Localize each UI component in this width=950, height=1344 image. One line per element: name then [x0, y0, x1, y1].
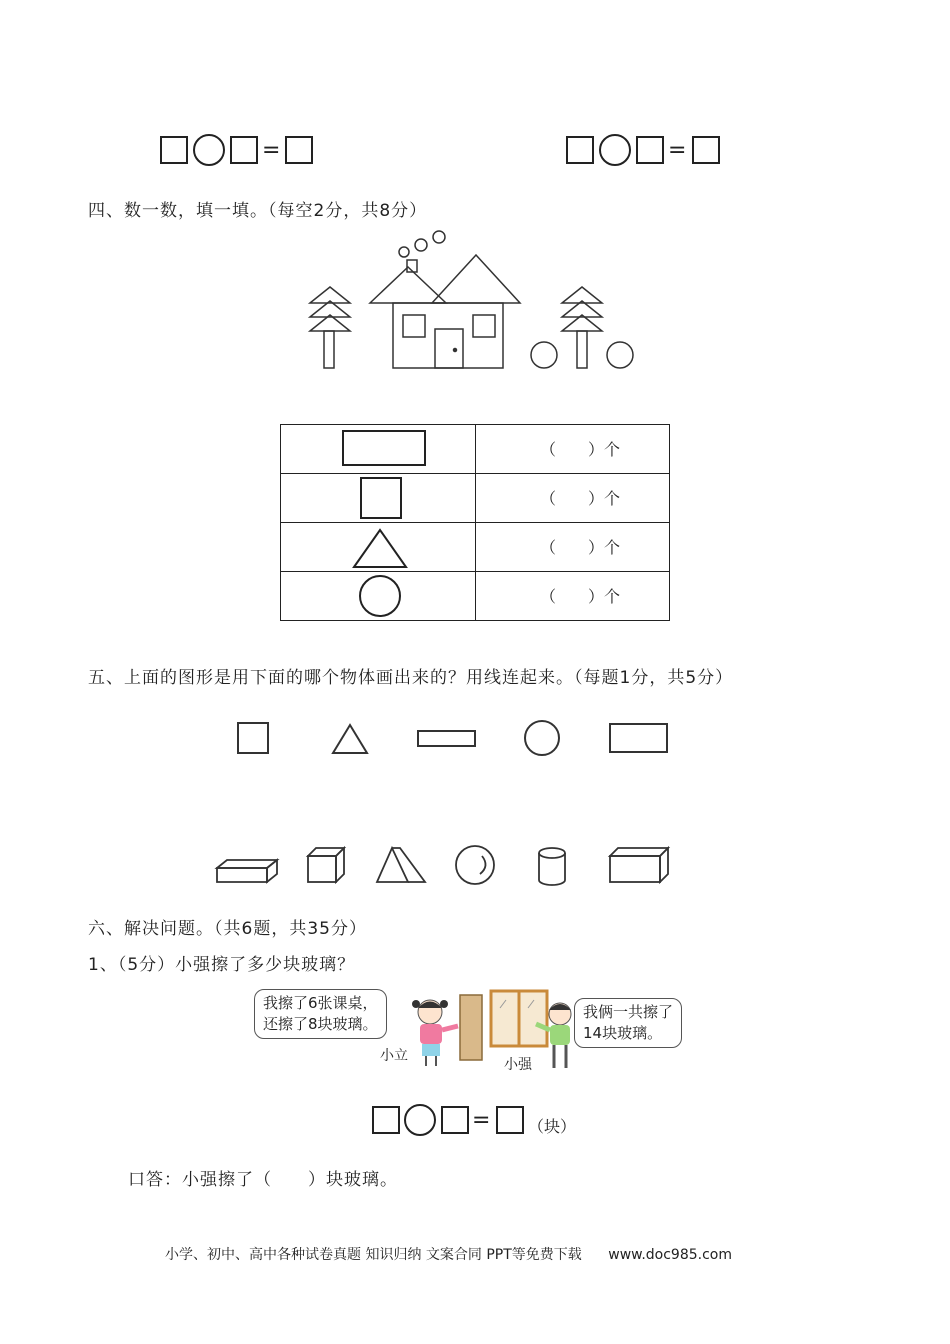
window-right	[473, 315, 495, 337]
count-answer: （ ）个	[540, 587, 621, 606]
solid-objects-row	[210, 840, 680, 890]
answer-box[interactable]	[230, 136, 258, 164]
operator-circle[interactable]	[193, 134, 225, 166]
girl-figure	[400, 990, 490, 1070]
answer-cell[interactable]	[476, 572, 670, 621]
ball-object[interactable]	[456, 846, 494, 884]
footer-url[interactable]: www.doc985.com	[608, 1247, 732, 1263]
answer-cell[interactable]	[476, 474, 670, 523]
name-xiaoli: 小立	[380, 1048, 408, 1064]
count-answer: （ ）个	[540, 489, 621, 508]
roof-right	[432, 255, 520, 303]
answer-box[interactable]	[566, 136, 594, 164]
smoke-circle	[415, 239, 427, 251]
answer-box[interactable]	[160, 136, 188, 164]
section6-heading: 六、解决问题。（共6题，共35分）	[88, 919, 367, 939]
flat-cuboid-object[interactable]	[217, 860, 277, 882]
table-row	[281, 425, 670, 474]
window-left	[403, 315, 425, 337]
answer-box[interactable]	[285, 136, 313, 164]
boy-figure	[488, 988, 583, 1078]
tree-trunk	[324, 331, 334, 368]
count-answer: （ ）个	[540, 440, 621, 459]
rectangle-icon	[342, 430, 426, 466]
answer-cell[interactable]	[476, 523, 670, 572]
speech-bubble-right: 我俩一共擦了 14块玻璃。	[574, 998, 682, 1048]
rectangle-shape[interactable]	[610, 724, 667, 752]
name-xiaoqiang: 小强	[504, 1057, 532, 1073]
answer-cell[interactable]	[476, 425, 670, 474]
equals-sign: =	[668, 138, 687, 163]
smoke-circle	[433, 231, 445, 243]
triangular-prism-object[interactable]	[377, 848, 425, 882]
count-answer: （ ）个	[540, 538, 621, 557]
unit-label: （块）	[528, 1117, 577, 1136]
equals-sign: =	[262, 138, 281, 163]
ball	[531, 342, 557, 368]
footer-text: 小学、初中、高中各种试卷真题 知识归纳 文案合同 PPT等免费下载	[165, 1247, 582, 1263]
tree-trunk	[577, 331, 587, 368]
question1-title: 1、（5分）小强擦了多少块玻璃？	[88, 955, 356, 975]
answer-box[interactable]	[636, 136, 664, 164]
house-body	[393, 303, 503, 368]
triangle-icon	[352, 527, 408, 569]
answer-box[interactable]	[692, 136, 720, 164]
flat-shapes-row	[230, 715, 680, 765]
triangle-shape[interactable]	[333, 725, 367, 753]
circle-shape[interactable]	[525, 721, 559, 755]
answer-box[interactable]	[372, 1106, 400, 1134]
shape-cell	[281, 425, 476, 474]
shape-cell	[281, 474, 476, 523]
circle-icon	[359, 575, 401, 617]
section4-heading: 四、数一数，填一填。（每空2分，共8分）	[88, 201, 428, 221]
shape-cell	[281, 572, 476, 621]
speech-bubble-left: 我擦了6张课桌， 还擦了8块玻璃。	[254, 989, 387, 1039]
operator-circle[interactable]	[599, 134, 631, 166]
footer	[165, 1244, 732, 1264]
door-knob	[454, 349, 457, 352]
shape-cell	[281, 523, 476, 572]
square-shape[interactable]	[238, 723, 268, 753]
section5-heading: 五、上面的图形是用下面的哪个物体画出来的？用线连起来。（每题1分，共5分）	[88, 668, 734, 688]
operator-circle[interactable]	[404, 1104, 436, 1136]
smoke-circle	[399, 247, 409, 257]
table-row	[281, 474, 670, 523]
cube-object[interactable]	[308, 848, 344, 882]
ball	[607, 342, 633, 368]
house-scene-illustration	[300, 225, 645, 375]
table-row	[281, 572, 670, 621]
equals-sign: =	[472, 1108, 491, 1133]
answer-box[interactable]	[496, 1106, 524, 1134]
answer-box[interactable]	[441, 1106, 469, 1134]
thin-rectangle-shape[interactable]	[418, 731, 475, 746]
cuboid-object[interactable]	[610, 848, 668, 882]
shape-count-table	[280, 424, 670, 621]
answer-sentence: 口答：小强擦了（ ）块玻璃。	[128, 1170, 398, 1190]
table-row	[281, 523, 670, 572]
door	[435, 329, 463, 368]
square-icon	[360, 477, 402, 519]
cylinder-object[interactable]	[539, 848, 565, 885]
